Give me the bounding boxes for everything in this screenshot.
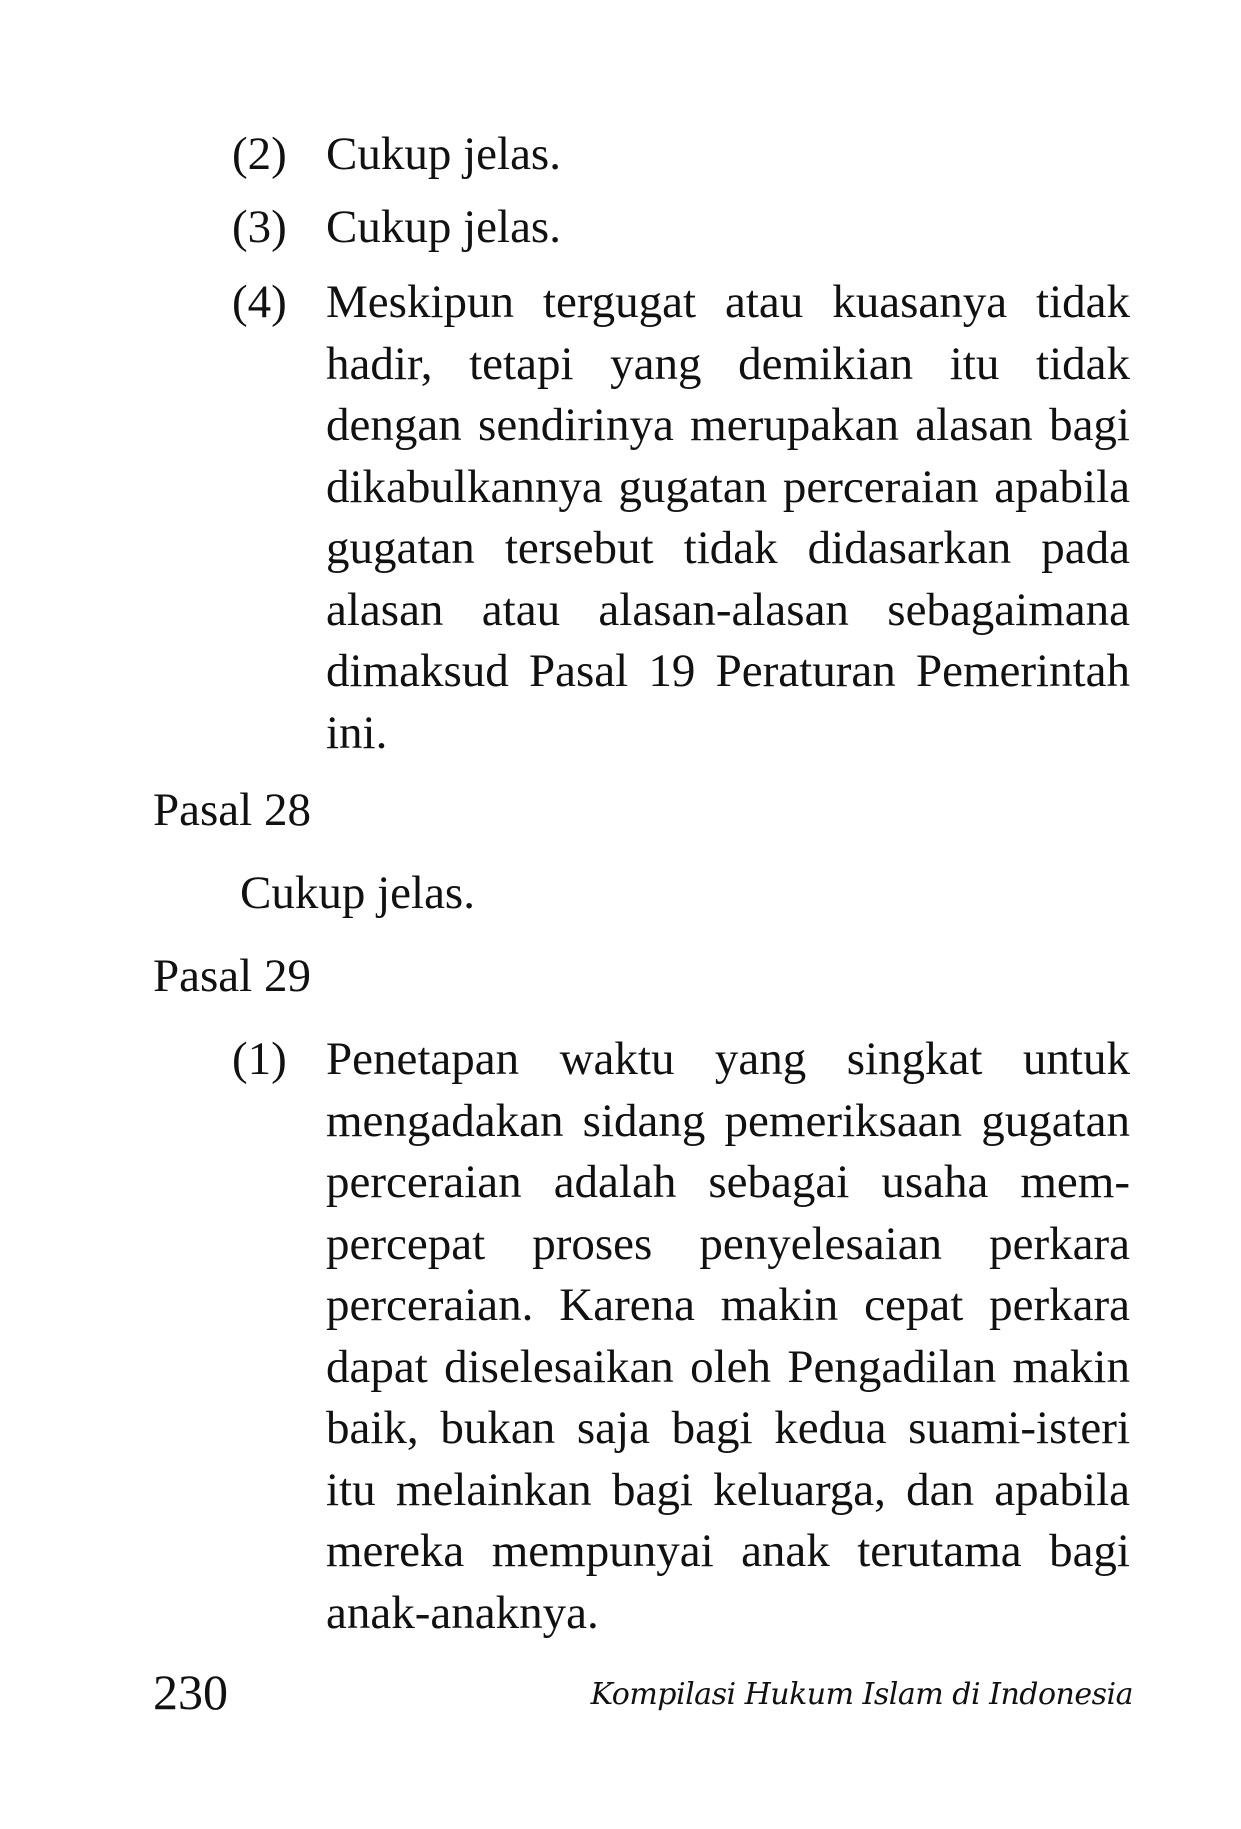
text-line: dapat diselesaikan oleh Pengadilan makin [326, 1340, 1130, 1393]
text-line: perceraian adalah sebagai usaha mem- [326, 1156, 1130, 1208]
item-text [326, 197, 1130, 259]
text-line: Cukup jelas. [326, 201, 561, 253]
section-heading: Pasal 28 [153, 784, 311, 836]
text-line: perceraian. Karena makin cepat perkara [326, 1279, 1130, 1331]
text-line: dengan sendirinya merupakan alasan bagi [326, 399, 1130, 451]
text-line: alasan atau alasan-alasan sebagaimana [326, 583, 1130, 636]
page-number: 230 [153, 1664, 228, 1720]
text-line: Penetapan waktu yang singkat untuk [326, 1033, 1130, 1085]
item-number: (1) [232, 1033, 287, 1085]
text-line: Cukup jelas. [326, 128, 561, 180]
text-line: Meskipun tergugat atau kuasanya tidak [326, 276, 1130, 328]
section-text: Cukup jelas. [240, 867, 475, 919]
text-line: itu melainkan bagi keluarga, dan apabila [326, 1463, 1130, 1516]
text-line: mengadakan sidang pemeriksaan gugatan [326, 1094, 1130, 1147]
item-text [326, 124, 1130, 186]
section-heading: Pasal 29 [153, 950, 311, 1002]
list-item [232, 124, 1130, 186]
text-line: anak-anaknya. [326, 1586, 599, 1639]
text-line: hadir, tetapi yang demikian itu tidak [326, 337, 1130, 390]
text-line: gugatan tersebut tidak didasarkan pada [326, 522, 1130, 574]
text-line: dikabulkannya gugatan perceraian apabila [326, 460, 1130, 513]
running-footer-title: Kompilasi Hukum Islam di Indonesia [590, 1677, 1133, 1712]
item-text [326, 1029, 1130, 1644]
item-number: (2) [232, 128, 287, 180]
item-number: (4) [232, 276, 287, 328]
text-line: baik, bukan saja bagi kedua suami-isteri [326, 1402, 1130, 1454]
list-item [232, 197, 1130, 259]
list-item [232, 1029, 1130, 1644]
list-item [232, 272, 1130, 764]
item-number: (3) [232, 201, 287, 253]
item-text [326, 272, 1130, 764]
text-line: dimaksud Pasal 19 Peraturan Pemerintah [326, 645, 1130, 697]
text-line: ini. [326, 706, 388, 759]
text-line: mereka mempunyai anak terutama bagi [326, 1525, 1130, 1577]
text-line: percepat proses penyelesaian perkara [326, 1217, 1130, 1270]
